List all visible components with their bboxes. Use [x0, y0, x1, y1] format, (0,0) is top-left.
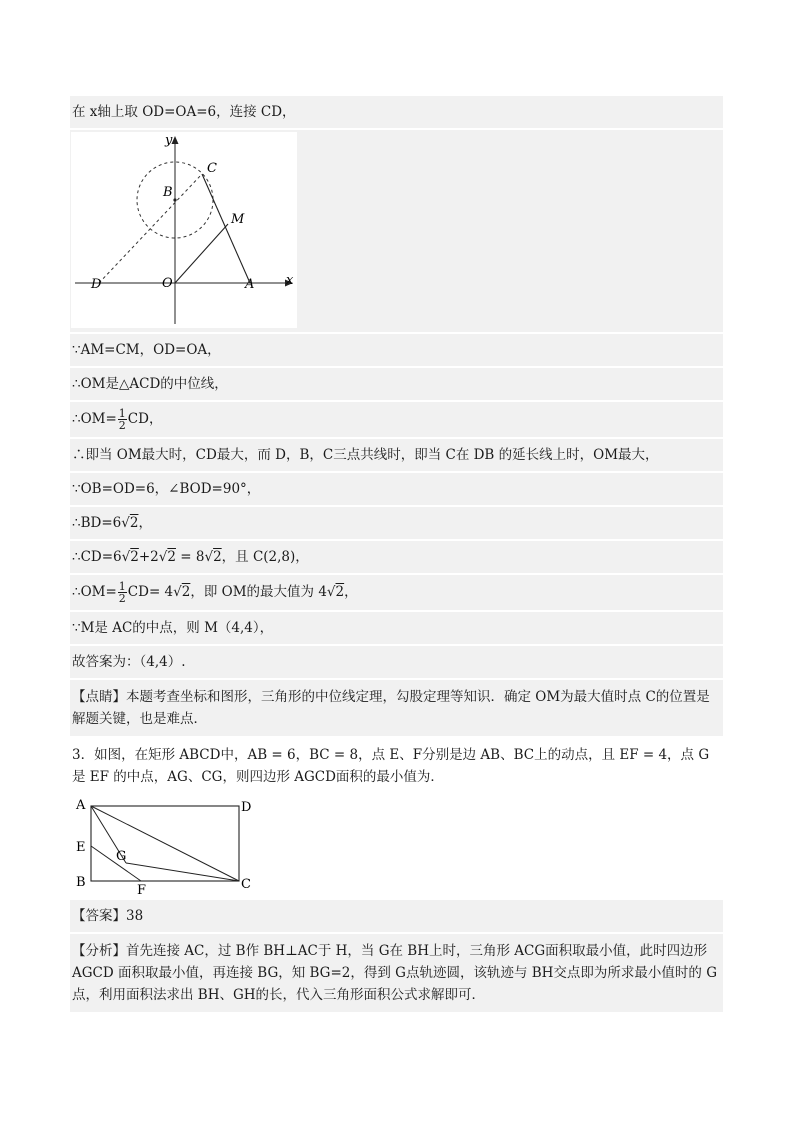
- sqrt-value: 2: [167, 549, 176, 565]
- text-fragment: = 8: [175, 549, 205, 565]
- text-fragment: ，且 C(2,8)，: [221, 549, 309, 565]
- text-fragment: ∴OM=: [72, 411, 117, 427]
- text-fragment: ，: [138, 515, 152, 531]
- rect-a-label: A: [76, 798, 86, 813]
- y-axis-label: y: [165, 133, 173, 148]
- fraction: $\frac{1}{2}$: [118, 580, 126, 605]
- rect-f-label: F: [137, 883, 147, 894]
- text-line: [70, 402, 723, 437]
- text-line: ∵OB=OD=6，∠BOD=90°，: [70, 473, 723, 505]
- text-fragment: +2: [138, 549, 159, 565]
- rect-g-label: G: [116, 849, 127, 864]
- point-c-label: C: [207, 161, 217, 176]
- sqrt-value: 2: [130, 549, 139, 565]
- text-line: 在 x轴上取 OD=OA=6，连接 CD，: [70, 96, 723, 128]
- text-fragment: CD，: [127, 411, 163, 427]
- text-fragment: ∴CD=6: [72, 549, 122, 565]
- text-line: ∵M是 AC的中点，则 M（4,4），: [70, 612, 723, 644]
- rect-b-label: B: [76, 875, 86, 890]
- rect-c-label: C: [241, 877, 251, 892]
- point-a-label: A: [245, 277, 255, 292]
- text-fragment: ∴BD=6: [72, 515, 122, 531]
- answer-line: 【答案】38: [70, 900, 723, 932]
- text-fragment: ，即 OM的最大值为 4: [190, 584, 327, 600]
- x-axis-label: x: [286, 273, 294, 288]
- point-o-label: O: [162, 276, 173, 291]
- text-line: ∴CD=6√2+2√2 = 8√2，且 C(2,8)，: [70, 541, 723, 573]
- question-3: 3．如图，在矩形 ABCD中，AB = 6，BC = 8，点 E、F分别是边 AB、BC上的动点，且 EF = 4，点 G是 EF 的中点，AG、CG，则四边形 AGCD面积的最小值为．: [72, 747, 710, 785]
- rect-e-label: E: [76, 840, 86, 855]
- text-line: ∵AM=CM，OD=OA，: [70, 334, 723, 366]
- point-d-label: D: [91, 277, 102, 292]
- rectangle-diagram: [70, 798, 270, 894]
- figure-circle-coordinate: [70, 130, 723, 332]
- figure-rectangle: [70, 796, 723, 898]
- text-line: 故答案为：（4,4）.: [70, 646, 723, 678]
- text-line: ∴BD=6√2，: [70, 507, 723, 539]
- sqrt-value: 2: [335, 584, 345, 600]
- text-fragment: ∴OM=: [72, 584, 117, 600]
- sqrt-value: 2: [213, 549, 222, 565]
- rect-d-label: D: [241, 800, 252, 815]
- text-line: ∴即当 OM最大时，CD最大，而 D，B，C三点共线时，即当 C在 DB 的延长线上时，OM最大，: [70, 439, 723, 471]
- sqrt-value: 2: [129, 515, 139, 531]
- document-page: [70, 96, 723, 1014]
- comment-paragraph: 【点睛】本题考查坐标和图形，三角形的中位线定理，勾股定理等知识．确定 OM为最大值时点 C的位置是解题关键，也是难点．: [70, 680, 723, 736]
- coordinate-diagram: [71, 132, 297, 328]
- point-b-label: B: [163, 185, 173, 200]
- text-fragment: ，: [344, 584, 358, 600]
- analysis-paragraph: 【分析】首先连接 AC，过 B作 BH⊥AC于 H，当 G在 BH上时，三角形 ACG面积取最小值，此时四边形 AGCD 面积取最小值，再连接 BG，知 BG=2，得到 G点轨迹圆，该轨迹与 BH交点即为所求最小值时的 G点，利用面积法求出 BH、GH的长，代入三角形面积公式求解即可．: [70, 934, 723, 1012]
- text-line: ∴OM是△ACD的中位线，: [70, 368, 723, 400]
- sqrt-value: 2: [181, 584, 191, 600]
- fraction: $\frac{1}{2}$: [118, 407, 126, 432]
- point-m-label: M: [231, 212, 245, 227]
- text-fragment: CD= 4: [127, 584, 174, 600]
- text-line: ∴OM= $\frac{1}{2}$ CD= 4√2，即 OM的最大值为 4√2，: [70, 575, 723, 610]
